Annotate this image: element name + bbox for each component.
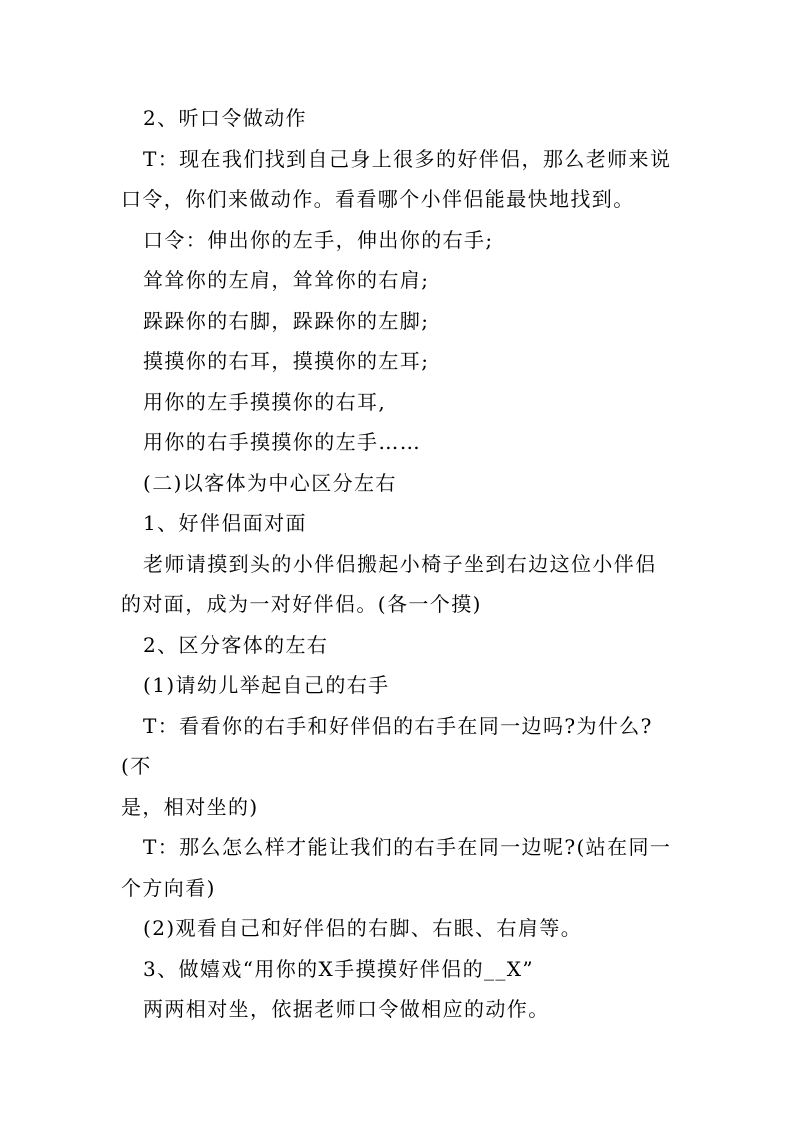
paragraph-line: 用你的右手摸摸你的左手…… bbox=[143, 430, 422, 454]
paragraph-line: (2)观看自己和好伴侣的右脚、右眼、右肩等。 bbox=[143, 916, 583, 940]
document-body bbox=[121, 98, 674, 1030]
paragraph-line: 用你的左手摸摸你的右耳, bbox=[143, 389, 387, 414]
paragraph-line: 是，相对坐的) bbox=[121, 794, 259, 819]
paragraph-line: 口令：伸出你的左手，伸出你的右手; bbox=[143, 227, 494, 252]
paragraph-line: 两两相对坐，依据老师口令做相应的动作。 bbox=[143, 997, 550, 1021]
subheading: 2、区分客体的左右 bbox=[143, 632, 329, 657]
paragraph-line: T：现在我们找到自己身上很多的好伴侣，那么老师来说 bbox=[143, 146, 672, 171]
paragraph-line: 的对面，成为一对好伴侣。(各一个摸) bbox=[121, 592, 482, 616]
paragraph-line: T：那么怎么样才能让我们的右手在同一边呢?(站在同一 bbox=[143, 835, 672, 859]
paragraph-line: 跺跺你的右脚，跺跺你的左脚; bbox=[143, 308, 430, 333]
paragraph-line: 摸摸你的右耳，摸摸你的左耳; bbox=[143, 349, 430, 373]
subheading: 3、做嬉戏“用你的X手摸摸好伴侣的__X” bbox=[143, 956, 535, 981]
paragraph-line: 个方向看) bbox=[121, 875, 216, 900]
paragraph-line: 口令，你们来做动作。看看哪个小伴侣能最快地找到。 bbox=[121, 187, 635, 211]
paragraph-line: T：看看你的右手和好伴侣的右手在同一边吗?为什么?(不 bbox=[121, 713, 653, 778]
paragraph-line: 耸耸你的左肩，耸耸你的右肩; bbox=[143, 268, 430, 292]
paragraph-line: 老师请摸到头的小伴侣搬起小椅子坐到右边这位小伴侣 bbox=[143, 551, 657, 576]
subheading: 1、好伴侣面对面 bbox=[143, 511, 307, 535]
paragraph-line: (1)请幼儿举起自己的右手 bbox=[143, 673, 390, 697]
section-heading: (二)以客体为中心区分左右 bbox=[143, 470, 397, 495]
heading-listen-command: 2、听口令做动作 bbox=[143, 106, 307, 130]
